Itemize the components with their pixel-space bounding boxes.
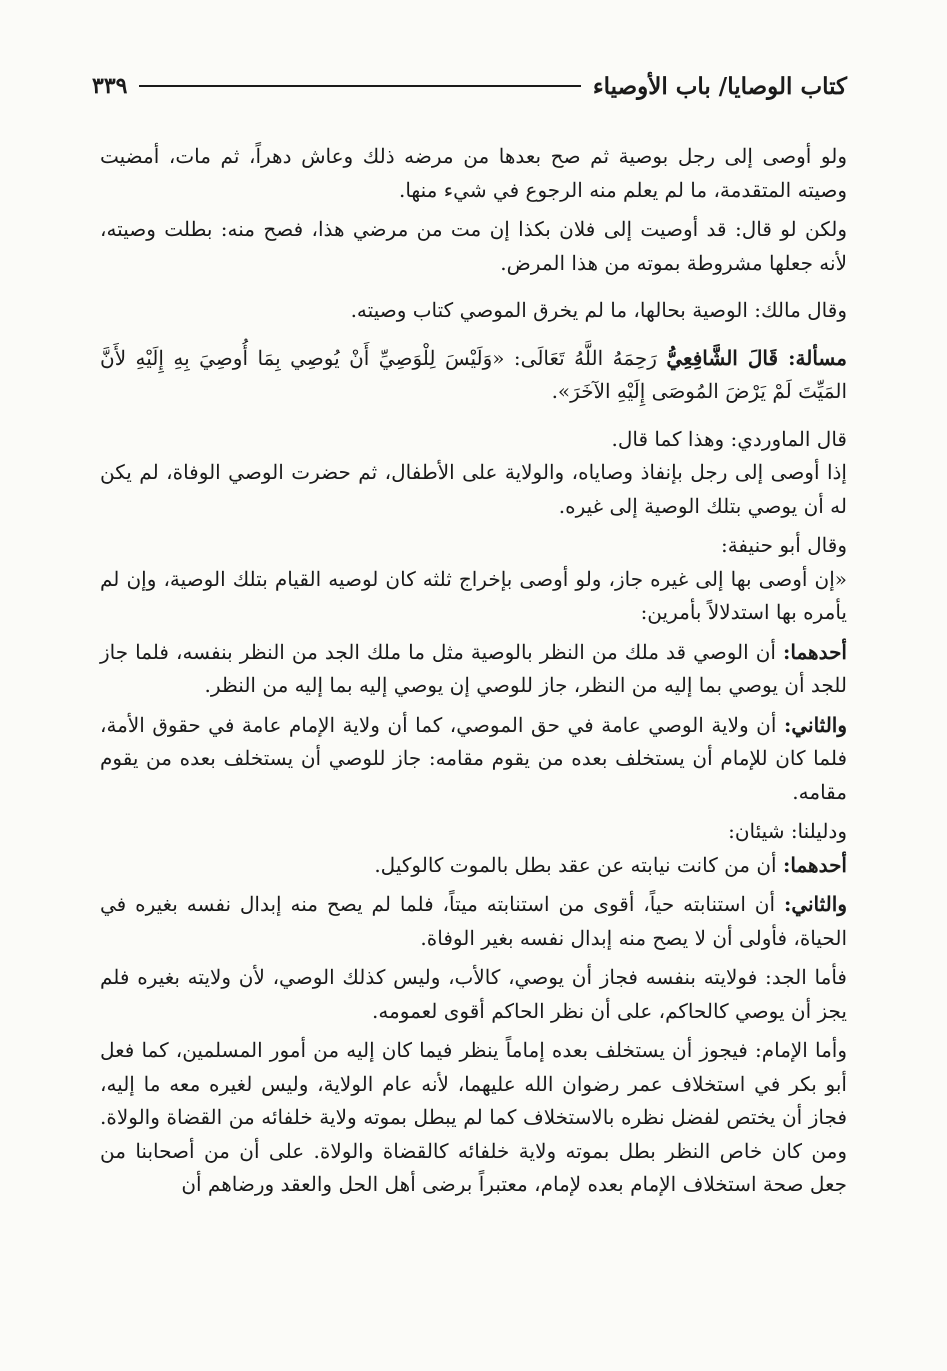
body-text [100, 140, 847, 1208]
paragraph: وأما الإمام: فيجوز أن يستخلف بعده إماماً ينظر فيما كان إليه من أمور المسلمين، كما فعل أبو بكر في استخلاف عمر رضوان الله عليهما، لأنه عام الولاية، وليس لغيره معه ما إليه، فجاز أن يختص لفضل نظره بالاستخلاف كما لم يبطل بموته ولاية خلفائه من القضاة والولاة. ومن كان خاص النظر بطل بموته ولاية خلفائه كالقضاة والولاة. على أن من أصحابنا من جعل صحة استخلاف الإمام بعده لإمام، معتبراً برضى أهل الحل والعقد ورضاهم أن [100, 1038, 847, 1196]
masala-paragraph: مسألة: قَالَ الشَّافِعِيُّ رَحِمَهُ اللَّهُ تَعَالَى: «وَلَيْسَ لِلْوَصِيِّ أَنْ يُوصِي بِمَا أُوصِيَ بِهِ إِلَيْهِ لأَنَّ المَيِّتَ لَمْ يَرْضَ المُوصَى إِلَيْهِ الآخَرَ». [100, 345, 847, 403]
paragraph: «إن أوصى بها إلى غيره جاز، ولو أوصى بإخراج ثلثه كان لوصيه القيام بتلك الوصية، وإن لم يأمره بها استدلالاً بأمرين: [100, 566, 847, 624]
paragraph: ولو أوصى إلى رجل بوصية ثم صح بعدها من مرضه ذلك وعاش دهراً، ثم مات، أمضيت وصيته المتقدمة، ما لم يعلم منه الرجوع في شيء منها. [100, 144, 847, 202]
paragraph: أحدهما: أن الوصي قد ملك من النظر بالوصية مثل ما ملك الجد من النظر بنفسه، فلما جاز للجد أن يوصي بما إليه من النظر، جاز للوصي إن يوصي إليه بما إليه من النظر. [100, 639, 847, 697]
paragraph: أحدهما: أن من كانت نيابته عن عقد بطل بالموت كالوكيل. [374, 852, 847, 877]
paragraph: إذا أوصى إلى رجل بإنفاذ وصاياه، والولاية على الأطفال، ثم حضرت الوصي الوفاة، لم يكن له أن يوصي بتلك الوصية إلى غيره. [100, 460, 847, 518]
running-header [92, 66, 847, 106]
paragraph: والثاني: أن استنابته حياً، أقوى من استنابته ميتاً، فلما لم يصح منه إبدال نفسه بغيره في الحياة، فأولى أن لا يصح منه إبدال نفسه بغير الوفاة. [100, 892, 847, 950]
paragraph: وقال مالك: الوصية بحالها، ما لم يخرق الموصي كتاب وصيته. [350, 298, 847, 322]
paragraph: والثاني: أن ولاية الوصي عامة في حق الموصي، كما أن ولاية الإمام عامة في حقوق الأمة، فلما كان للإمام أن يستخلف بعده من يقوم مقامه: جاز للوصي أن يستخلف بعده من يقوم مقامه. [100, 712, 848, 804]
paragraph: قال الماوردي: وهذا كما قال. [611, 426, 847, 451]
paragraph: وقال أبو حنيفة: [720, 533, 847, 557]
chapter-title: كتاب الوصايا/ باب الأوصياء [592, 72, 847, 100]
paragraph: ولكن لو قال: قد أوصيت إلى فلان بكذا إن مت من مرضي هذا، فصح منه: بطلت وصيته، لأنه جعلها مشروطة بموته من هذا المرض. [100, 217, 847, 275]
header-rule [139, 85, 580, 87]
paragraph: فأما الجد: فولايته بنفسه فجاز أن يوصي، كالأب، وليس كذلك الوصي، لأن ولايته بغيره فلم يجز أن يوصي كالحاكم، على أن نظر الحاكم أقوى لعمومه. [100, 965, 847, 1023]
paragraph: ودليلنا: شيئان: [728, 819, 847, 843]
page-number: ٣٣٩ [92, 73, 128, 99]
